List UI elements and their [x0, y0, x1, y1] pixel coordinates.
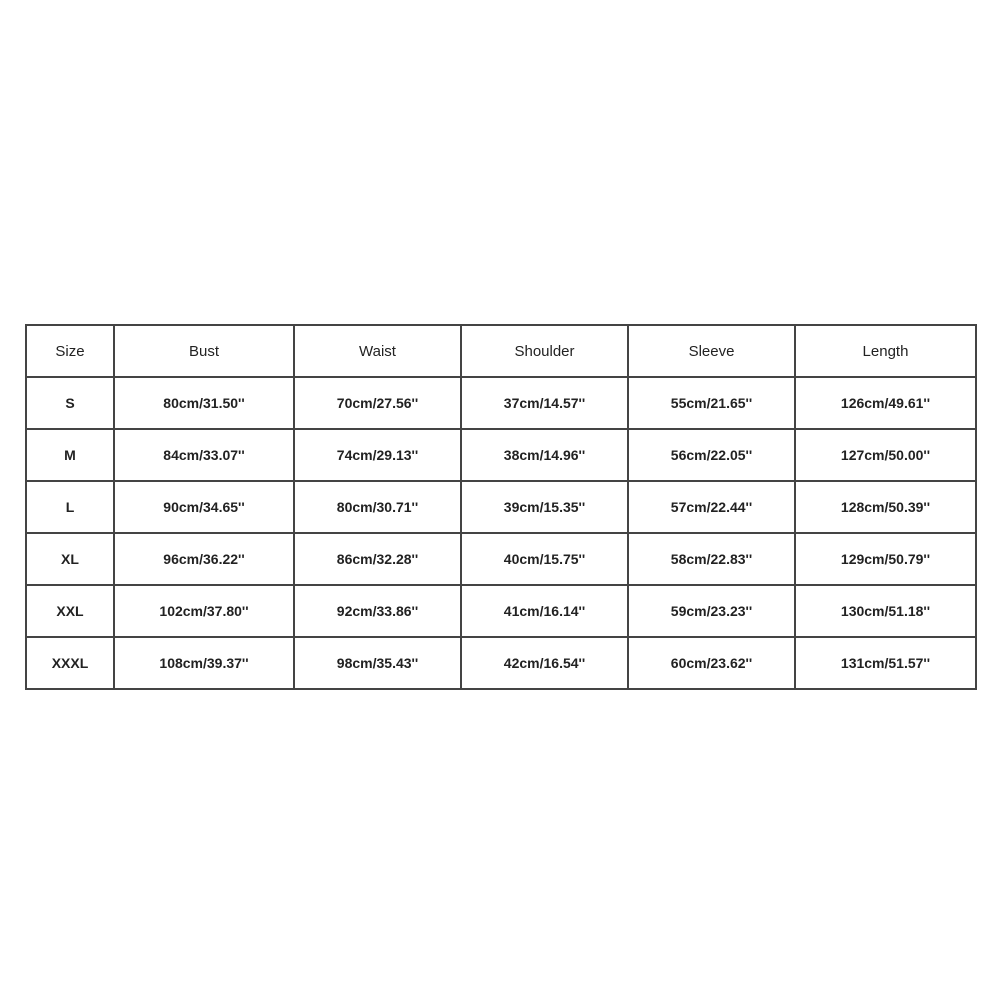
bust-cell: 102cm/37.80'': [114, 585, 294, 637]
shoulder-cell: 41cm/16.14'': [461, 585, 628, 637]
header-sleeve: Sleeve: [628, 325, 795, 377]
shoulder-cell: 38cm/14.96'': [461, 429, 628, 481]
bust-cell: 96cm/36.22'': [114, 533, 294, 585]
header-row: [26, 325, 976, 377]
header-size: Size: [26, 325, 114, 377]
shoulder-cell: 37cm/14.57'': [461, 377, 628, 429]
bust-cell: 90cm/34.65'': [114, 481, 294, 533]
length-cell: 130cm/51.18'': [795, 585, 976, 637]
sleeve-cell: 58cm/22.83'': [628, 533, 795, 585]
length-cell: 127cm/50.00'': [795, 429, 976, 481]
waist-cell: 98cm/35.43'': [294, 637, 461, 689]
size-cell: XXXL: [26, 637, 114, 689]
sleeve-cell: 55cm/21.65'': [628, 377, 795, 429]
bust-cell: 84cm/33.07'': [114, 429, 294, 481]
length-cell: 128cm/50.39'': [795, 481, 976, 533]
header-shoulder: Shoulder: [461, 325, 628, 377]
waist-cell: 74cm/29.13'': [294, 429, 461, 481]
table-row: [26, 585, 976, 637]
waist-cell: 80cm/30.71'': [294, 481, 461, 533]
size-cell: XL: [26, 533, 114, 585]
length-cell: 126cm/49.61'': [795, 377, 976, 429]
waist-cell: 70cm/27.56'': [294, 377, 461, 429]
size-cell: L: [26, 481, 114, 533]
header-bust: Bust: [114, 325, 294, 377]
sleeve-cell: 57cm/22.44'': [628, 481, 795, 533]
bust-cell: 80cm/31.50'': [114, 377, 294, 429]
shoulder-cell: 39cm/15.35'': [461, 481, 628, 533]
size-cell: S: [26, 377, 114, 429]
sleeve-cell: 60cm/23.62'': [628, 637, 795, 689]
table-row: [26, 533, 976, 585]
waist-cell: 92cm/33.86'': [294, 585, 461, 637]
table-row: [26, 637, 976, 689]
table-row: [26, 429, 976, 481]
sleeve-cell: 56cm/22.05'': [628, 429, 795, 481]
sleeve-cell: 59cm/23.23'': [628, 585, 795, 637]
shoulder-cell: 40cm/15.75'': [461, 533, 628, 585]
shoulder-cell: 42cm/16.54'': [461, 637, 628, 689]
length-cell: 131cm/51.57'': [795, 637, 976, 689]
header-length: Length: [795, 325, 976, 377]
size-chart-table: [25, 324, 977, 690]
table-row: [26, 481, 976, 533]
bust-cell: 108cm/39.37'': [114, 637, 294, 689]
waist-cell: 86cm/32.28'': [294, 533, 461, 585]
size-cell: M: [26, 429, 114, 481]
header-waist: Waist: [294, 325, 461, 377]
table-row: [26, 377, 976, 429]
size-cell: XXL: [26, 585, 114, 637]
length-cell: 129cm/50.79'': [795, 533, 976, 585]
